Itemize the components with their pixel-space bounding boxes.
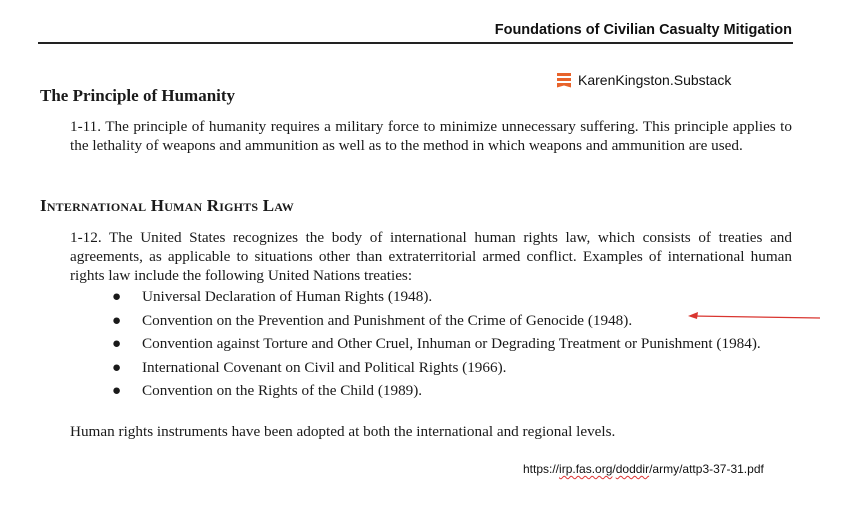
- bullet-icon: ●: [112, 358, 122, 376]
- bullet-icon: ●: [112, 335, 122, 352]
- heading-international-human-rights-law: International Human Rights Law: [40, 196, 295, 215]
- list-item: ● International Covenant on Civil and Political Rights (1966).: [112, 358, 507, 376]
- closing-paragraph: Human rights instruments have been adopted at both the international and regional levels.: [70, 423, 616, 440]
- treaty-list: [70, 287, 792, 405]
- bullet-icon: ●: [112, 288, 122, 305]
- paragraph-1-12: 1-12. The United States recognizes the body of international human rights law, which consists of treaties and agreements, as applicable to situations other than extraterritorial armed conflict. Examples of international human rights law include the following United Nations treaties:: [70, 229, 792, 284]
- bullet-icon: ●: [112, 382, 122, 399]
- paragraph-1-11: 1-11. The principle of humanity requires a military force to minimize unnecessary suffering. This principle applies to the lethality of weapons and ammunition as well as to the method in which weapons and ammunition are used.: [70, 118, 792, 154]
- list-item: ● Convention on the Prevention and Punishment of the Crime of Genocide (1948).: [112, 311, 633, 329]
- heading-principle-of-humanity: The Principle of Humanity: [40, 86, 236, 105]
- watermark-text: KarenKingston.Substack: [578, 72, 732, 88]
- substack-logo-icon: [557, 73, 571, 88]
- list-item: ● Convention on the Rights of the Child (1989).: [112, 382, 423, 399]
- bullet-icon: ●: [112, 311, 122, 329]
- header-rule: [38, 42, 793, 44]
- list-item: ● Universal Declaration of Human Rights (1948).: [112, 288, 433, 305]
- watermark: [557, 72, 731, 88]
- list-item: ● Convention against Torture and Other Cruel, Inhuman or Degrading Treatment or Punishment (1984).: [112, 335, 761, 352]
- page-header-title: Foundations of Civilian Casualty Mitigation: [494, 22, 792, 38]
- annotation-arrow-icon: [688, 310, 823, 322]
- source-url[interactable]: https://irp.fas.org/doddir/army/attp3-37-31.pdf: [523, 462, 764, 476]
